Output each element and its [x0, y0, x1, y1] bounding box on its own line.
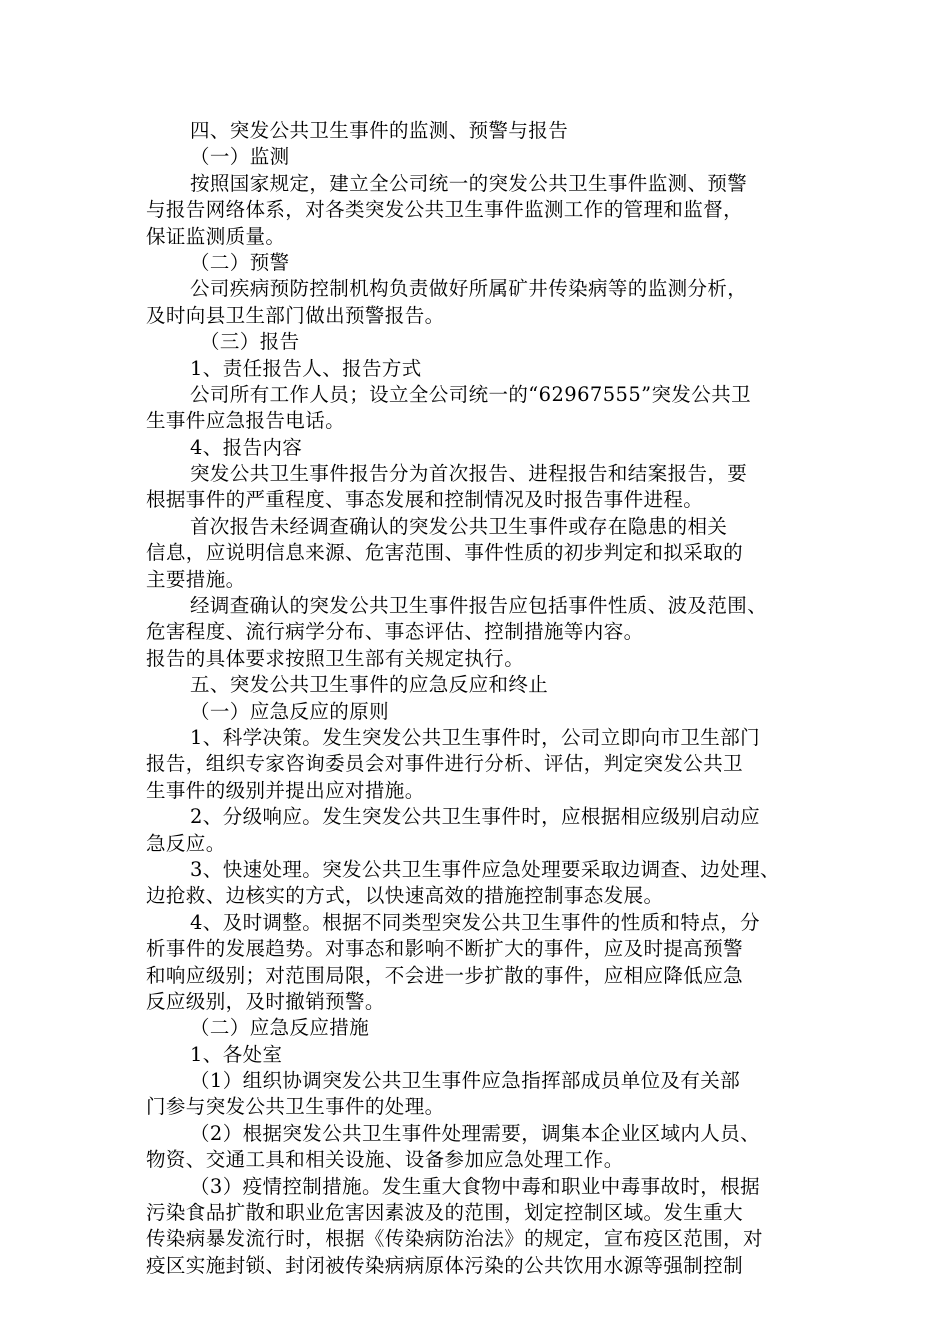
text-line: 急反应。 — [146, 831, 226, 855]
text-line: 3、快速处理。突发公共卫生事件应急处理要采取边调查、边处理、 — [190, 857, 780, 881]
text-line: 根据事件的严重程度、事态发展和控制情况及时报告事件进程。 — [146, 488, 704, 512]
text-line: 1、责任报告人、报告方式 — [190, 356, 422, 380]
text-line: 主要措施。 — [146, 567, 246, 591]
text-line: 保证监测质量。 — [146, 224, 286, 248]
text-line: 经调查确认的突发公共卫生事件报告应包括事件性质、波及范围、 — [190, 594, 768, 618]
text-line: 物资、交通工具和相关设施、设备参加应急处理工作。 — [146, 1148, 624, 1172]
text-line: （二）预警 — [190, 250, 290, 274]
text-line: （1）组织协调突发公共卫生事件应急指挥部成员单位及有关部 — [190, 1069, 741, 1093]
text-line: （2）根据突发公共卫生事件处理需要，调集本企业区域内人员、 — [190, 1121, 761, 1145]
text-line: 析事件的发展趋势。对事态和影响不断扩大的事件，应及时提高预警 — [146, 937, 744, 961]
text-line: 和响应级别；对范围局限，不会进一步扩散的事件，应相应降低应急 — [146, 963, 744, 987]
text-line: 公司疾病预防控制机构负责做好所属矿井传染病等的监测分析， — [190, 277, 748, 301]
text-line: 报告的具体要求按照卫生部有关规定执行。 — [146, 646, 525, 670]
text-line: 公司所有工作人员；设立全公司统一的“62967555”突发公共卫 — [190, 382, 751, 406]
text-line: 4、报告内容 — [190, 435, 303, 459]
text-line: （三）报告 — [200, 330, 300, 354]
text-line: 污染食品扩散和职业危害因素波及的范围，划定控制区域。发生重大 — [146, 1201, 744, 1225]
text-line: 1、各处室 — [190, 1042, 283, 1066]
text-line: 与报告网络体系，对各类突发公共卫生事件监测工作的管理和监督， — [146, 198, 744, 222]
text-line: 疫区实施封锁、封闭被传染病病原体污染的公共饮用水源等强制控制 — [146, 1253, 744, 1277]
text-line: （3）疫情控制措施。发生重大食物中毒和职业中毒事故时，根据 — [190, 1174, 761, 1198]
text-line: 突发公共卫生事件报告分为首次报告、进程报告和结案报告，要 — [190, 462, 748, 486]
text-line: 门参与突发公共卫生事件的处理。 — [146, 1095, 445, 1119]
text-line: 及时向县卫生部门做出预警报告。 — [146, 303, 445, 327]
text-line: 生事件应急报告电话。 — [146, 409, 346, 433]
text-line: 报告，组织专家咨询委员会对事件进行分析、评估，判定突发公共卫 — [146, 752, 744, 776]
text-line: 危害程度、流行病学分布、事态评估、控制措施等内容。 — [146, 620, 644, 644]
text-line: 2、分级响应。发生突发公共卫生事件时，应根据相应级别启动应 — [190, 805, 761, 829]
text-line: （二）应急反应措施 — [190, 1016, 370, 1040]
text-line: 4、及时调整。根据不同类型突发公共卫生事件的性质和特点，分 — [190, 910, 761, 934]
text-line: （一）应急反应的原则 — [190, 699, 390, 723]
text-line: 信息，应说明信息来源、危害范围、事件性质的初步判定和拟采取的 — [146, 541, 744, 565]
text-line: 首次报告未经调查确认的突发公共卫生事件或存在隐患的相关 — [190, 514, 728, 538]
text-line: 1、科学决策。发生突发公共卫生事件时，公司立即向市卫生部门 — [190, 725, 761, 749]
text-line: 传染病暴发流行时，根据《传染病防治法》的规定，宣布疫区范围，对 — [146, 1227, 763, 1251]
text-line: 反应级别，及时撤销预警。 — [146, 989, 385, 1013]
text-line: （一）监测 — [190, 145, 290, 169]
text-line: 四、突发公共卫生事件的监测、预警与报告 — [190, 119, 569, 142]
document-page — [146, 118, 806, 1279]
text-line: 按照国家规定，建立全公司统一的突发公共卫生事件监测、预警 — [190, 171, 748, 195]
text-line: 生事件的级别并提出应对措施。 — [146, 778, 425, 802]
text-line: 五、突发公共卫生事件的应急反应和终止 — [190, 673, 549, 697]
text-line: 边抢救、边核实的方式，以快速高效的措施控制事态发展。 — [146, 884, 664, 908]
